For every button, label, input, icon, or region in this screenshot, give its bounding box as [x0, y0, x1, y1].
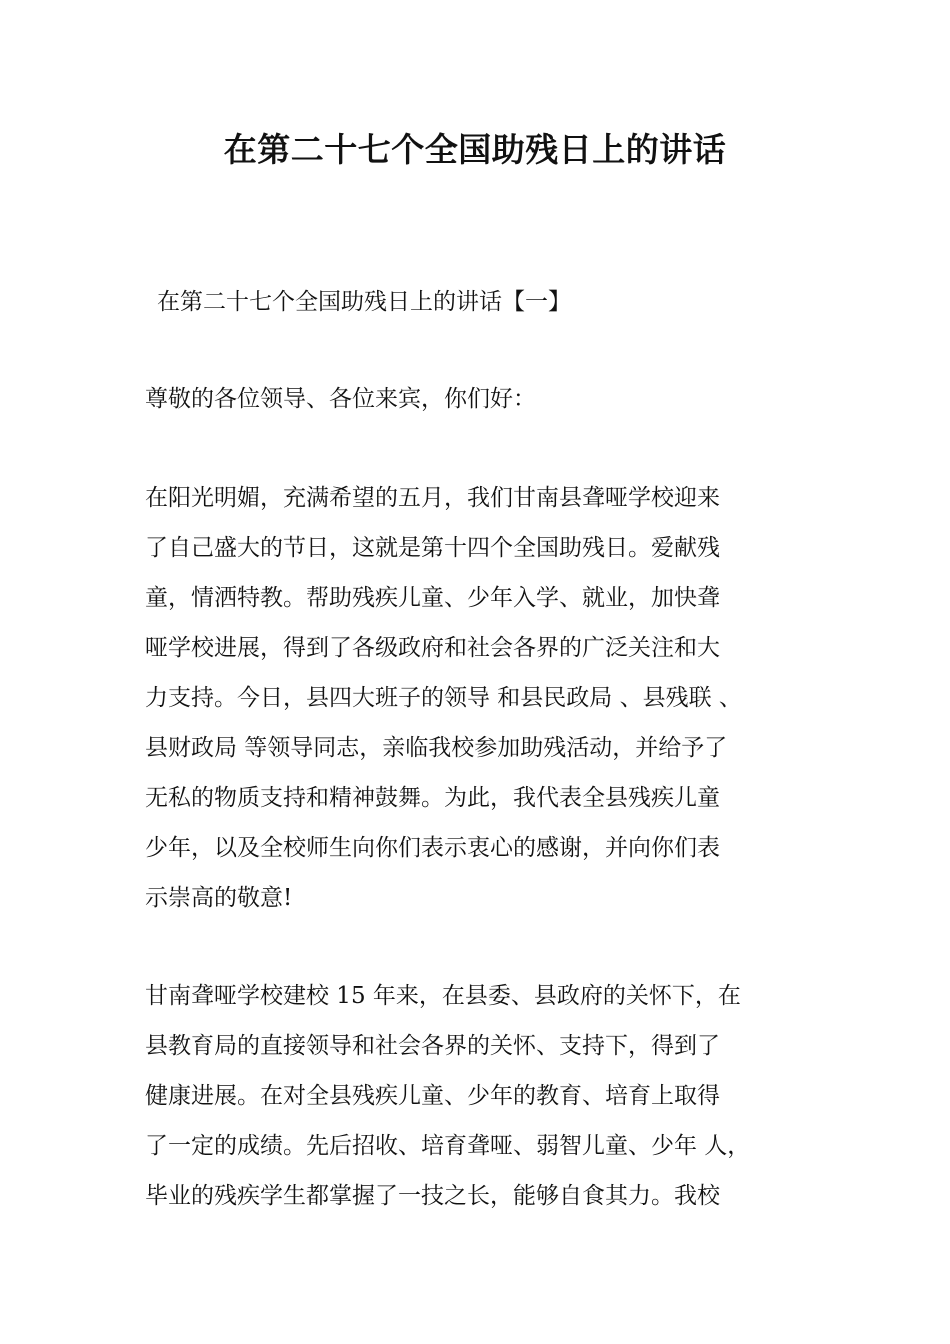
- document-title: 在第二十七个全国助残日上的讲话: [223, 130, 727, 169]
- paragraph-line: 力支持。今日，县四大班子的领导 和县民政局 、县残联 、: [145, 685, 742, 711]
- paragraph-2: [145, 971, 815, 1221]
- paragraph-line: 示崇高的敬意!: [145, 885, 293, 911]
- section-heading: 在第二十七个全国助残日上的讲话【一】: [157, 289, 571, 315]
- paragraph-line: 县教育局的直接领导和社会各界的关怀、支持下，得到了: [145, 1033, 720, 1059]
- paragraph-line: 了自己盛大的节日，这就是第十四个全国助残日。爱献残: [145, 535, 720, 561]
- paragraph-line: 毕业的残疾学生都掌握了一技之长，能够自食其力。我校: [145, 1183, 720, 1209]
- paragraph-line: 甘南聋哑学校建校 15 年来，在县委、县政府的关怀下，在: [145, 983, 741, 1009]
- paragraph-line: 在阳光明媚，充满希望的五月，我们甘南县聋哑学校迎来: [145, 485, 720, 511]
- paragraph-line: 县财政局 等领导同志，亲临我校参加助残活动，并给予了: [145, 735, 728, 761]
- paragraph-line: 了一定的成绩。先后招收、培育聋哑、弱智儿童、少年 人，: [145, 1133, 751, 1159]
- paragraph-line: 少年，以及全校师生向你们表示衷心的感谢，并向你们表: [145, 835, 720, 861]
- paragraph-line: 健康进展。在对全县残疾儿童、少年的教育、培育上取得: [145, 1083, 720, 1109]
- paragraph-line: 童，情洒特教。帮助残疾儿童、少年入学、就业，加快聋: [145, 585, 720, 611]
- paragraph-line: 哑学校进展，得到了各级政府和社会各界的广泛关注和大: [145, 635, 720, 661]
- paragraph-1: [145, 473, 815, 923]
- paragraph-line: 无私的物质支持和精神鼓舞。为此，我代表全县残疾儿童: [145, 785, 720, 811]
- greeting-line: 尊敬的各位领导、各位来宾，你们好：: [145, 386, 536, 412]
